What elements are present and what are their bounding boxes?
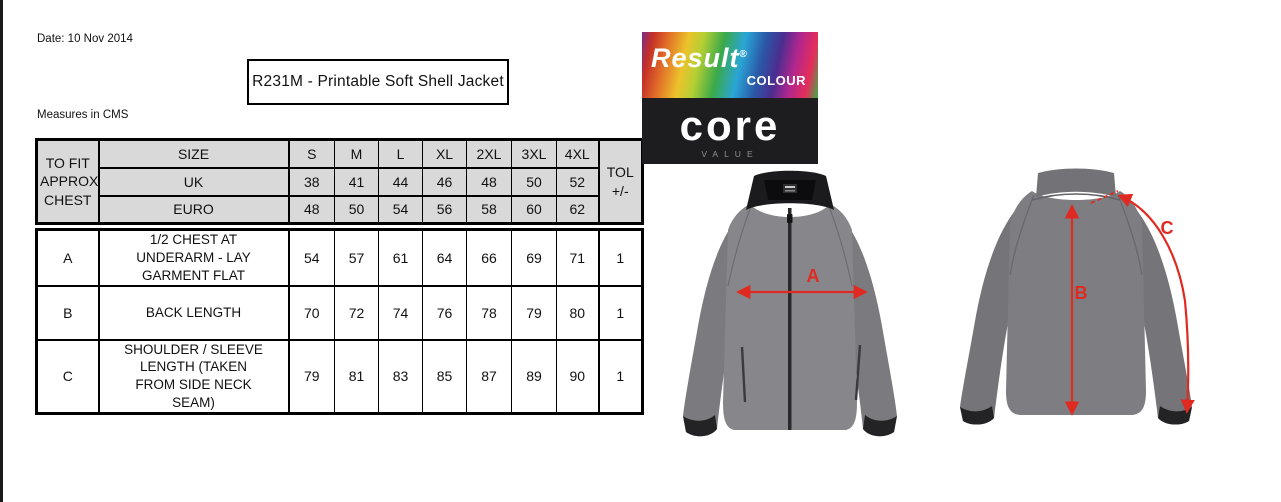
colour-label: COLOUR	[746, 73, 806, 88]
measurement-value-cell: 64	[423, 230, 467, 286]
page-edge-artifact	[0, 0, 3, 502]
measurement-value-cell: 81	[335, 340, 379, 414]
size-value-cell: 44	[379, 168, 423, 196]
table-row	[37, 140, 643, 168]
size-value-cell: 50	[335, 196, 379, 224]
size-value-cell: 48	[467, 168, 512, 196]
tolerance-value-cell: 1	[599, 286, 643, 340]
result-wordmark-text: Result	[651, 43, 740, 73]
measurement-value-cell: 90	[557, 340, 599, 414]
size-table-header	[35, 138, 644, 225]
front-zip	[788, 208, 792, 430]
size-value-cell: 41	[335, 168, 379, 196]
table-row	[37, 196, 643, 224]
measure-description-cell	[99, 340, 289, 414]
size-value-cell: 60	[512, 196, 557, 224]
header-label-cell: UK	[99, 168, 289, 196]
core-value-banner	[642, 98, 818, 164]
tolerance-value-cell: 1	[599, 340, 643, 414]
header-label-cell: SIZE	[99, 140, 289, 168]
sleeve-label: C	[1160, 218, 1174, 238]
neck-label-text-line2	[785, 190, 795, 192]
neck-label-text-line	[785, 186, 795, 188]
back-length-label: B	[1074, 283, 1088, 303]
measure-code-cell: A	[37, 230, 99, 286]
size-value-cell: 58	[467, 196, 512, 224]
measurement-value-cell: 66	[467, 230, 512, 286]
measurement-value-cell: 69	[512, 230, 557, 286]
size-value-cell: 54	[379, 196, 423, 224]
size-value-cell: L	[379, 140, 423, 168]
tol-sign: +/-	[611, 182, 629, 199]
measure-code-cell: C	[37, 340, 99, 414]
neck-label	[783, 184, 797, 193]
back-jacket-image	[948, 163, 1203, 428]
measurement-value-cell: 72	[335, 286, 379, 340]
back-collar	[1036, 169, 1116, 198]
tol-cell	[599, 140, 643, 224]
size-table	[35, 138, 641, 415]
measurement-value-cell: 74	[379, 286, 423, 340]
measurement-value-cell: 61	[379, 230, 423, 286]
rainbow-banner	[642, 32, 818, 98]
table-row	[37, 340, 643, 414]
measures-note: Measures in CMS	[37, 109, 129, 121]
measurement-value-cell: 78	[467, 286, 512, 340]
core-wordmark: core	[679, 102, 781, 149]
measure-description-cell	[99, 286, 289, 340]
table-row	[37, 168, 643, 196]
front-zip-pull	[787, 214, 793, 223]
product-title: R231M - Printable Soft Shell Jacket	[252, 73, 504, 90]
front-jacket-image	[672, 164, 907, 454]
tolerance-value-cell: 1	[599, 230, 643, 286]
measure-code-cell: B	[37, 286, 99, 340]
measurement-value-cell: 80	[557, 286, 599, 340]
size-value-cell: 4XL	[557, 140, 599, 168]
table-row	[37, 230, 643, 286]
size-value-cell: 3XL	[512, 140, 557, 168]
header-label-cell: EURO	[99, 196, 289, 224]
size-table-body	[35, 228, 644, 415]
size-value-cell: XL	[423, 140, 467, 168]
size-value-cell: 38	[289, 168, 335, 196]
measurement-value-cell: 57	[335, 230, 379, 286]
measurement-value-cell: 85	[423, 340, 467, 414]
measurement-value-cell: 71	[557, 230, 599, 286]
table-row	[37, 286, 643, 340]
measurement-value-cell: 54	[289, 230, 335, 286]
measurement-value-cell: 70	[289, 286, 335, 340]
date-label: Date: 10 Nov 2014	[37, 33, 133, 45]
measurement-value-cell: 87	[467, 340, 512, 414]
registered-mark: ®	[739, 49, 748, 60]
corner-cell: TO FIT APPROX CHEST	[37, 140, 99, 224]
measurement-value-cell: 79	[512, 286, 557, 340]
measure-description-cell	[99, 230, 289, 286]
size-value-cell: 52	[557, 168, 599, 196]
chest-label: A	[806, 266, 820, 286]
measurement-value-cell: 89	[512, 340, 557, 414]
size-value-cell: 48	[289, 196, 335, 224]
size-value-cell: 50	[512, 168, 557, 196]
product-title-box	[247, 59, 509, 105]
result-colour-logo	[642, 32, 818, 164]
size-value-cell: 62	[557, 196, 599, 224]
measure-description: SHOULDER / SLEEVE LENGTH (TAKEN FROM SIDE NECK SEAM)	[124, 341, 263, 411]
measurement-value-cell: 83	[379, 340, 423, 414]
tol-label: TOL	[606, 163, 634, 180]
size-value-cell: 56	[423, 196, 467, 224]
value-label: VALUE	[701, 149, 759, 159]
size-value-cell: 46	[423, 168, 467, 196]
result-wordmark	[651, 43, 748, 74]
measurement-value-cell: 76	[423, 286, 467, 340]
size-value-cell: 2XL	[467, 140, 512, 168]
size-value-cell: M	[335, 140, 379, 168]
measure-description: 1/2 CHEST AT UNDERARM - LAY GARMENT FLAT	[136, 232, 251, 283]
measure-description: BACK LENGTH	[145, 304, 242, 320]
back-torso	[1006, 191, 1146, 415]
measurement-value-cell: 79	[289, 340, 335, 414]
size-value-cell: S	[289, 140, 335, 168]
